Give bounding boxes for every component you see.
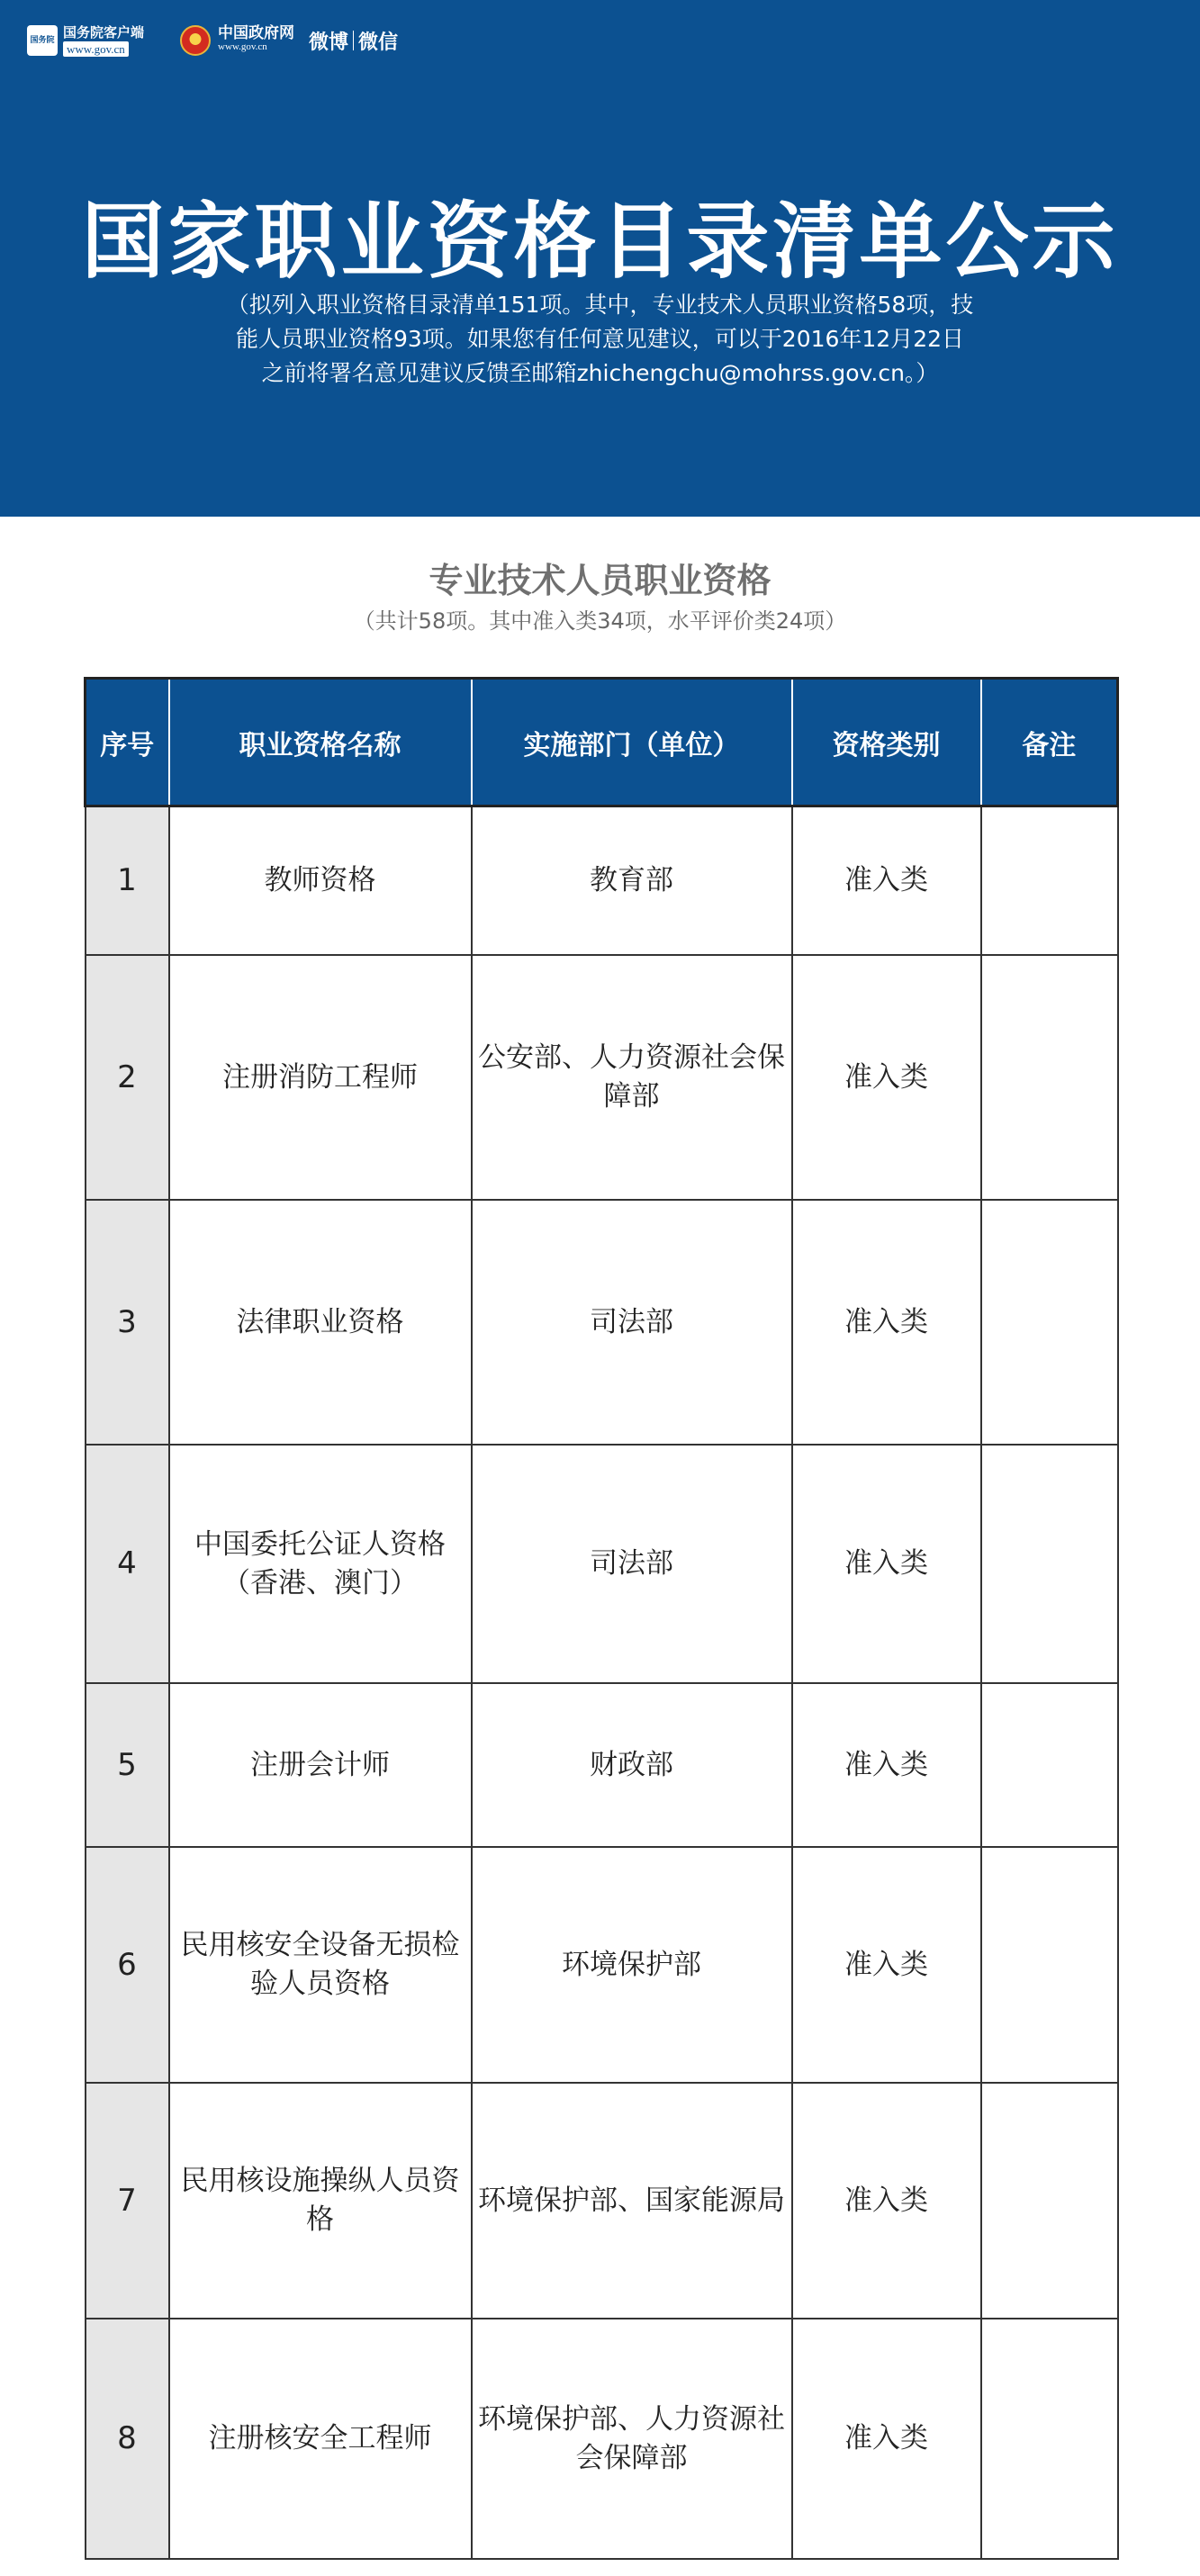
category: 准入类 (792, 1445, 981, 1683)
header-note: 备注 (981, 679, 1118, 806)
department-line-2: 会保障部 (575, 2441, 688, 2474)
department-line-2: 障部 (603, 1080, 660, 1112)
qualification-name (169, 1847, 472, 2083)
department (472, 955, 792, 1200)
qualification-name-line-2: 格 (306, 2203, 334, 2236)
department (472, 1683, 792, 1847)
category: 准入类 (792, 806, 981, 956)
row-number: 4 (86, 1445, 169, 1683)
qualification-name-line-2: 验人员资格 (250, 1968, 390, 2000)
row-number: 3 (86, 1200, 169, 1445)
row-number: 5 (86, 1683, 169, 1847)
note (981, 1200, 1118, 1445)
table-row (86, 806, 1118, 956)
department (472, 2319, 792, 2559)
qualification-name-line-1: 注册核安全工程师 (208, 2422, 432, 2454)
qualification-name-line-1: 注册消防工程师 (222, 1060, 418, 1094)
page-header (0, 0, 1200, 517)
intro-line-3: 之前将署名意见建议反馈至邮箱zhichengchu@mohrss.gov.cn。） (261, 360, 939, 386)
header-dept: 实施部门（单位） (472, 679, 792, 806)
note (981, 806, 1118, 956)
qualification-name (169, 1200, 472, 1445)
intro-line-2: 能人员职业资格93项。如果您有任何意见建议，可以于2016年12月22日 (235, 326, 965, 352)
table-row (86, 955, 1118, 1200)
category: 准入类 (792, 1847, 981, 2083)
weixin-link[interactable]: 微信 (358, 31, 399, 54)
intro-text (180, 288, 1020, 391)
department-line-1: 环境保护部、国家能源局 (478, 2184, 785, 2217)
department-line-1: 环境保护部 (562, 1948, 701, 1981)
department-line-1: 教育部 (590, 864, 673, 896)
qualification-name (169, 806, 472, 956)
category: 准入类 (792, 1200, 981, 1445)
table-row (86, 1683, 1118, 1847)
note (981, 1445, 1118, 1683)
social-divider (353, 31, 354, 50)
note (981, 1683, 1118, 1847)
table-row (86, 2319, 1118, 2559)
row-number: 8 (86, 2319, 169, 2559)
department-line-1: 财政部 (590, 1748, 673, 1781)
qualification-name (169, 955, 472, 1200)
note (981, 955, 1118, 1200)
table-row (86, 2083, 1118, 2319)
qualification-name (169, 1445, 472, 1683)
section-subtitle: （共计58项。其中准入类34项，水平评价类24项） (353, 608, 847, 634)
department-line-1: 公安部、人力资源社会保 (478, 1041, 785, 1074)
header-no: 序号 (86, 679, 169, 806)
category: 准入类 (792, 1683, 981, 1847)
logo-bar (27, 20, 398, 61)
row-number: 1 (86, 806, 169, 956)
category: 准入类 (792, 955, 981, 1200)
department-line-1: 司法部 (590, 1547, 673, 1580)
note (981, 1847, 1118, 2083)
category: 准入类 (792, 2319, 981, 2559)
state-council-icon: 国务院 (27, 25, 58, 56)
qualification-name-line-1: 教师资格 (264, 864, 376, 896)
table-row (86, 1200, 1118, 1445)
row-number: 2 (86, 955, 169, 1200)
header-name: 职业资格名称 (169, 679, 472, 806)
qualification-name-line-2: （香港、澳门） (222, 1566, 418, 1599)
category: 准入类 (792, 2083, 981, 2319)
qualification-name-line-1: 民用核安全设备无损检 (180, 1929, 460, 1961)
gov-cn-url: www.gov.cn (218, 41, 267, 52)
table-row (86, 1847, 1118, 2083)
table-row (86, 1445, 1118, 1683)
department (472, 1200, 792, 1445)
qualification-name (169, 1683, 472, 1847)
table-header-row (86, 679, 1118, 806)
qualification-table (84, 677, 1119, 2560)
department (472, 1445, 792, 1683)
social-links (309, 27, 398, 55)
row-number: 6 (86, 1847, 169, 2083)
state-council-url: www.gov.cn (63, 41, 129, 57)
qualification-name-line-1: 法律职业资格 (236, 1305, 404, 1338)
gov-cn-logo-text (218, 24, 295, 54)
department-line-1: 环境保护部、人力资源社 (478, 2402, 785, 2436)
department (472, 806, 792, 956)
state-council-app-logo[interactable] (27, 25, 144, 57)
qualification-name (169, 2319, 472, 2559)
note (981, 2319, 1118, 2559)
department (472, 2083, 792, 2319)
state-council-app-name: 国务院客户端 (63, 23, 145, 41)
row-number: 7 (86, 2083, 169, 2319)
intro-line-1: （拟列入职业资格目录清单151项。其中，专业技术人员职业资格58项，技 (226, 292, 974, 318)
header-category: 资格类别 (792, 679, 981, 806)
gov-cn-name: 中国政府网 (218, 24, 295, 42)
section-title: 专业技术人员职业资格 (429, 561, 771, 600)
qualification-name-line-1: 注册会计师 (250, 1748, 390, 1781)
page-title: 国家职业资格目录清单公示 (81, 194, 1119, 290)
note (981, 2083, 1118, 2319)
qualification-name-line-1: 民用核设施操纵人员资 (180, 2165, 460, 2197)
national-emblem-icon (180, 25, 211, 56)
state-council-logo-text (63, 25, 144, 57)
department (472, 1847, 792, 2083)
weibo-link[interactable]: 微博 (309, 31, 349, 54)
qualification-name (169, 2083, 472, 2319)
qualification-name-line-1: 中国委托公证人资格 (194, 1527, 446, 1561)
department-line-1: 司法部 (590, 1305, 673, 1338)
gov-cn-logo[interactable] (180, 25, 294, 56)
